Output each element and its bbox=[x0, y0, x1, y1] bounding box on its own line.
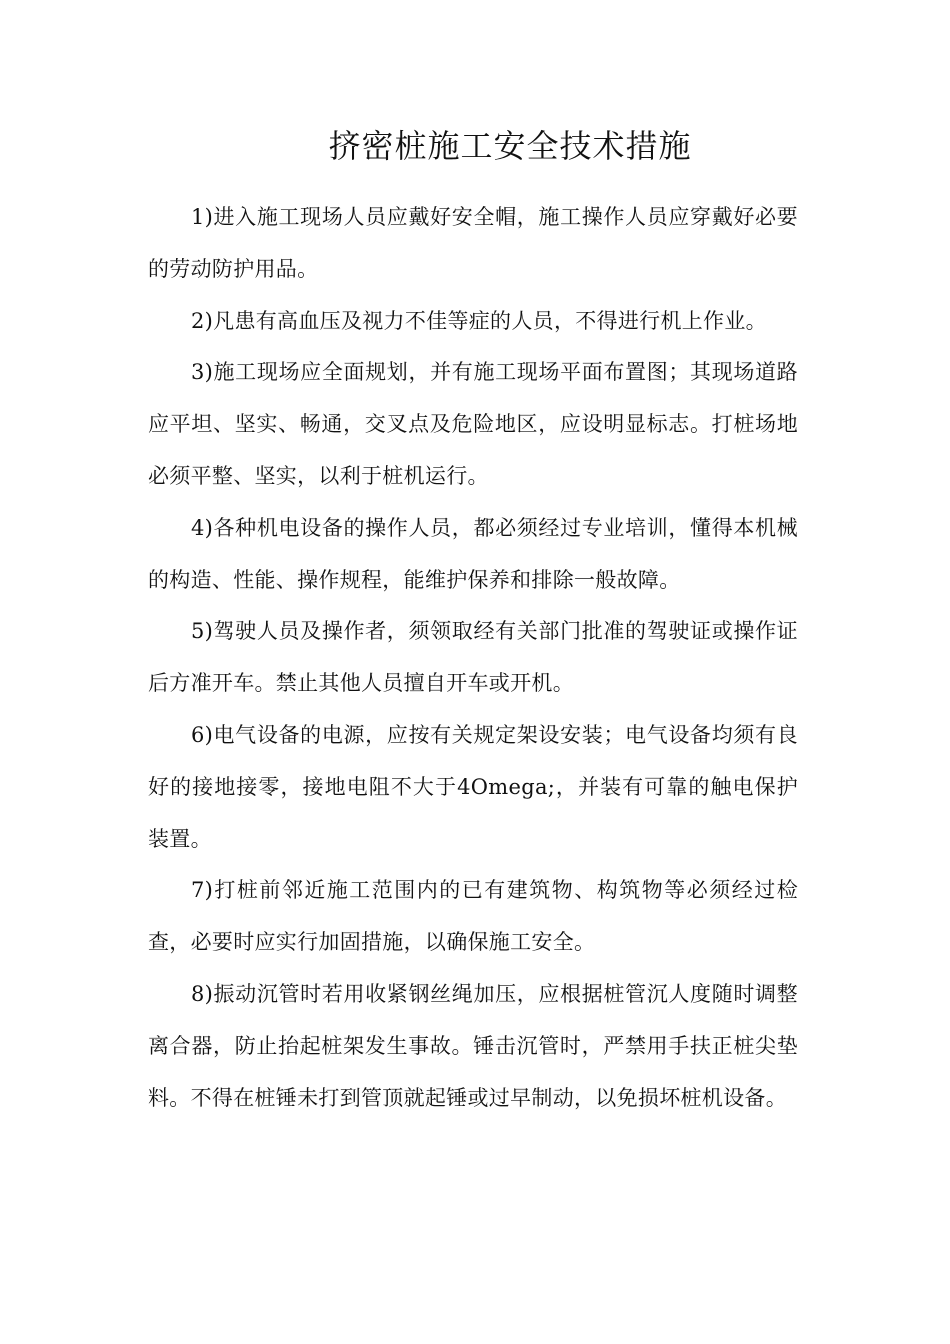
paragraph-7: 7)打桩前邻近施工范围内的已有建筑物、构筑物等必须经过检查，必要时应实行加固措施，以确保施工安全。 bbox=[148, 878, 798, 955]
paragraph-8: 8)振动沉管时若用收紧钢丝绳加压，应根据桩管沉人度随时调整离合器，防止抬起桩架发生事故。锤击沉管时，严禁用手扶正桩尖垫料。不得在桩锤未打到管顶就起锤或过早制动，以免损坏桩机设备。 bbox=[148, 981, 798, 1110]
paragraph-2: 2)凡患有高血压及视力不佳等症的人员，不得进行机上作业。 bbox=[191, 308, 767, 333]
document-body bbox=[148, 192, 798, 1124]
paragraph-4: 4)各种机电设备的操作人员，都必须经过专业培训，懂得本机械的构造、性能、操作规程，能维护保养和排除一般故障。 bbox=[148, 515, 798, 592]
paragraph-1: 1)进入施工现场人员应戴好安全帽，施工操作人员应穿戴好必要的劳动防护用品。 bbox=[148, 205, 798, 281]
paragraph-5: 5)驾驶人员及操作者，须领取经有关部门批准的驾驶证或操作证后方准开车。禁止其他人员擅自开车或开机。 bbox=[148, 619, 798, 696]
document-title: 挤密桩施工安全技术措施 bbox=[328, 127, 692, 165]
paragraph-6: 6)电气设备的电源，应按有关规定架设安装；电气设备均须有良好的接地接零，接地电阻不大于4Omega;，并装有可靠的触电保护装置。 bbox=[148, 722, 798, 851]
paragraph-3: 3)施工现场应全面规划，并有施工现场平面布置图；其现场道路应平坦、坚实、畅通，交叉点及危险地区，应设明显标志。打桩场地必须平整、坚实，以利于桩机运行。 bbox=[148, 360, 798, 488]
